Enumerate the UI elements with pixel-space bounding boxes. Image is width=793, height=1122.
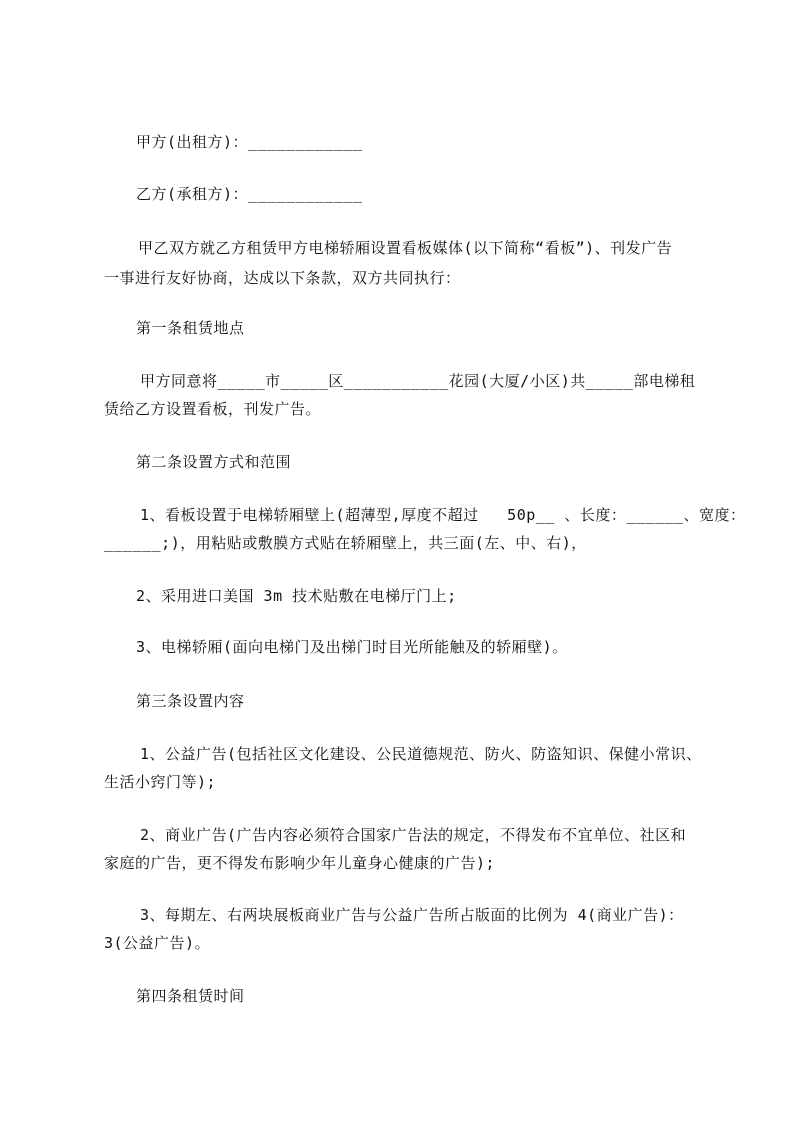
article3-item2-line-2: 家庭的广告，更不得发布影响少年儿童身心健康的广告); bbox=[104, 854, 496, 872]
article2-item3: 3、电梯轿厢(面向电梯门及出梯门时目光所能触及的轿厢壁)。 bbox=[136, 638, 568, 656]
article3-item3-line-2: 3(公益广告)。 bbox=[104, 934, 211, 952]
intro-line-1: 甲乙双方就乙方租赁甲方电梯轿厢设置看板媒体(以下简称“看板”)、刊发广告 bbox=[138, 239, 673, 257]
article1-title: 第一条租赁地点 bbox=[136, 319, 245, 337]
intro-line-2: 一事进行友好协商，达成以下条款，双方共同执行： bbox=[104, 269, 461, 287]
article3-item2-line-1: 2、商业广告(广告内容必须符合国家广告法的规定，不得发布不宜单位、社区和 bbox=[140, 826, 687, 844]
article4-title: 第四条租赁时间 bbox=[136, 987, 245, 1005]
article2-item2: 2、采用进口美国 3m 技术贴敷在电梯厅门上; bbox=[136, 587, 457, 605]
article3-item3-line-1: 3、每期左、右两块展板商业广告与公益广告所占版面的比例为 4(商业广告)： bbox=[140, 906, 684, 924]
article2-item1-line-1: 1、看板设置于电梯轿厢壁上(超薄型,厚度不超过 50p__ 、长度：______、宽度： bbox=[140, 506, 746, 524]
article1-line-1: 甲方同意将_____市_____区___________花园(大厦/小区)共_____部电梯租 bbox=[140, 372, 696, 390]
article2-item1-line-2: ______;)，用粘贴或敷膜方式贴在轿厢壁上，共三面(左、中、右)， bbox=[104, 534, 587, 552]
party-b-line: 乙方(承租方)：____________ bbox=[136, 185, 363, 203]
party-a-line: 甲方(出租方)：____________ bbox=[136, 133, 363, 151]
article1-line-2: 赁给乙方设置看板，刊发广告。 bbox=[104, 400, 322, 418]
article3-item1-line-2: 生活小窍门等); bbox=[104, 773, 217, 791]
article2-title: 第二条设置方式和范围 bbox=[136, 453, 292, 471]
article3-item1-line-1: 1、公益广告(包括社区文化建设、公民道德规范、防火、防盗知识、保健小常识、 bbox=[140, 745, 702, 763]
article3-title: 第三条设置内容 bbox=[136, 692, 245, 710]
